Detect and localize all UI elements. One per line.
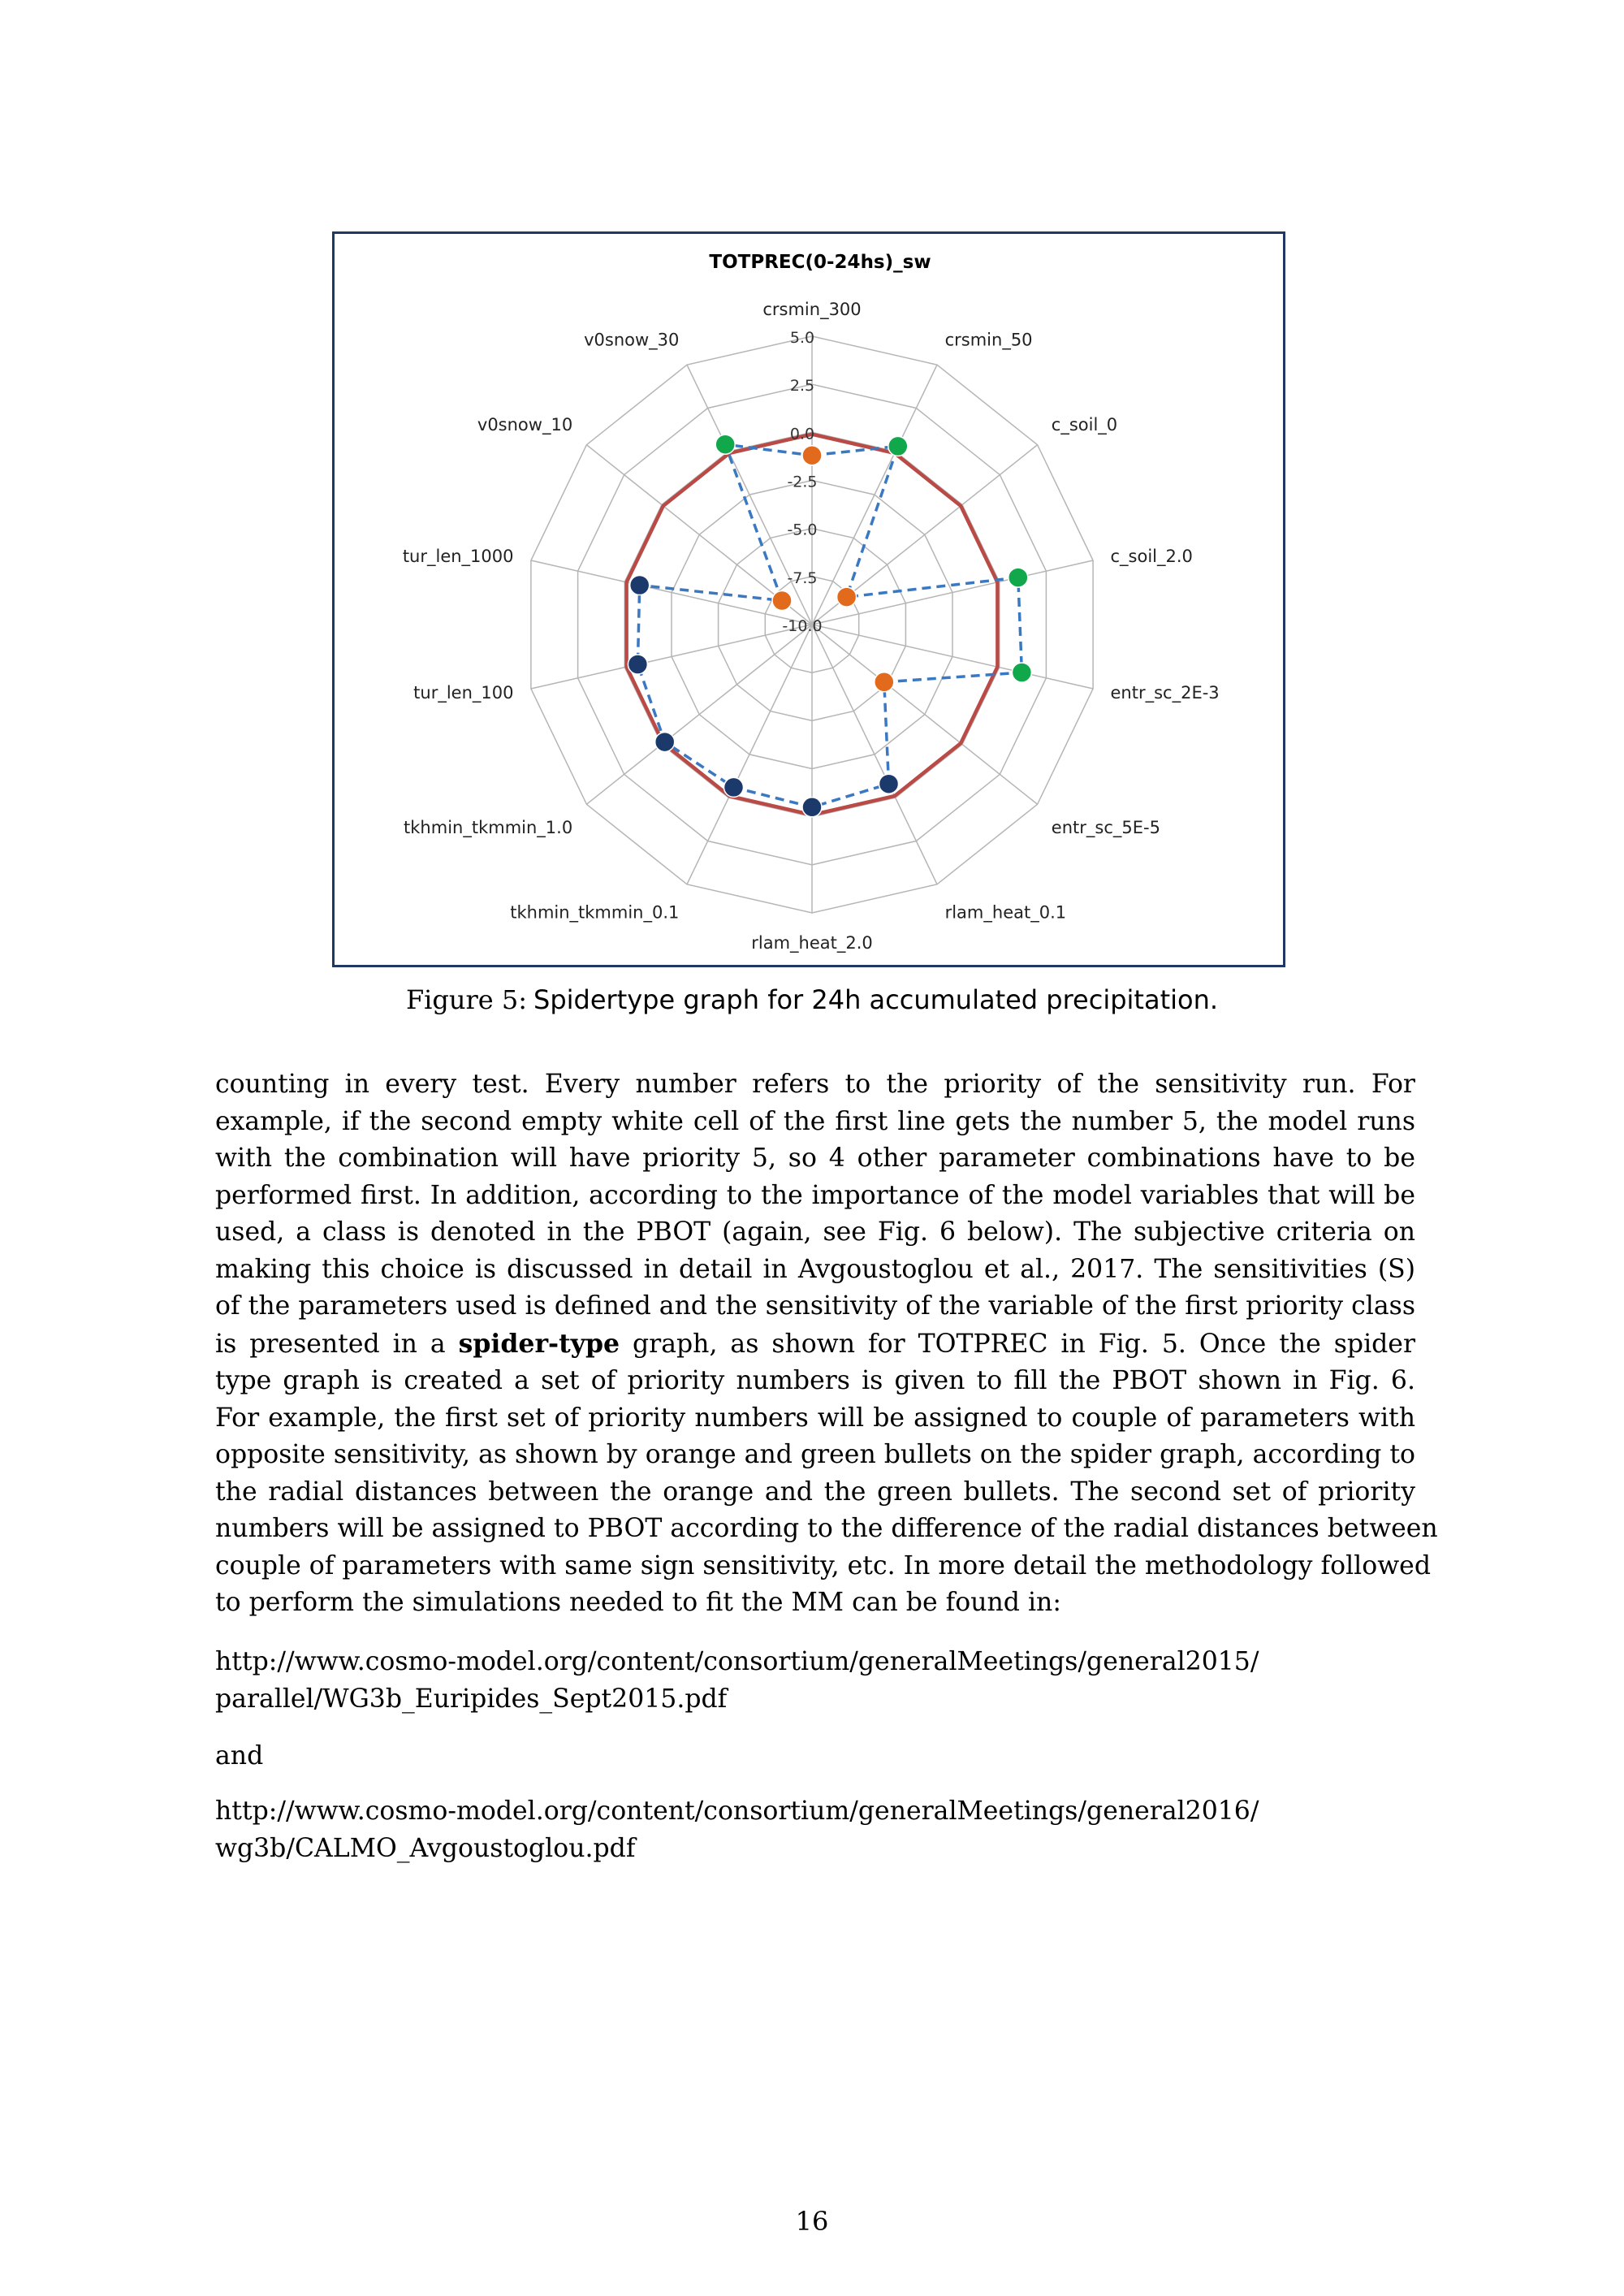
- axis-label: tkhmin_tkmmin_0.1: [510, 902, 680, 923]
- figure-frame: [332, 231, 1285, 967]
- url-line[interactable]: parallel/WG3b_Euripides_Sept2015.pdf: [215, 1684, 728, 1714]
- marker-orange: [772, 591, 792, 611]
- chart-markers: [628, 435, 1031, 817]
- grid-spoke: [687, 625, 812, 884]
- axis-label: entr_sc_5E-5: [1051, 818, 1160, 838]
- axis-label: crsmin_50: [944, 330, 1033, 350]
- paragraph-line: opposite sensitivity, as shown by orange and green bullets on the spider graph, according to: [215, 1440, 1415, 1469]
- url-line[interactable]: wg3b/CALMO_Avgoustoglou.pdf: [215, 1833, 636, 1863]
- paragraph-line: the radial distances between the orange and the green bullets. The second set of priority: [215, 1477, 1415, 1507]
- figure-caption: [0, 984, 1624, 1015]
- axis-label: tkhmin_tkmmin_1.0: [404, 818, 573, 838]
- axis-label: c_soil_0: [1051, 414, 1118, 435]
- radial-tick-label: -5.0: [787, 521, 818, 539]
- axis-label: tur_len_100: [413, 682, 514, 703]
- line-text: graph, as shown for TOTPREC in Fig. 5. Once the spider: [620, 1329, 1416, 1359]
- paragraph-line: making this choice is discussed in detail in Avgoustoglou et al., 2017. The sensitivities (S): [215, 1254, 1415, 1284]
- marker-navy: [655, 733, 675, 752]
- line-text: is presented in a: [215, 1329, 459, 1359]
- marker-navy: [628, 655, 647, 674]
- axis-label: rlam_heat_0.1: [944, 902, 1067, 923]
- marker-navy: [724, 777, 744, 797]
- marker-green: [715, 435, 735, 454]
- axis-label: c_soil_2.0: [1110, 547, 1193, 567]
- axis-label: v0snow_30: [584, 330, 680, 350]
- paragraph-line: [215, 1325, 1415, 1364]
- axis-label: entr_sc_2E-3: [1110, 682, 1220, 703]
- grid-spoke: [812, 625, 1038, 804]
- chart-title: TOTPREC(0-24hs)_sw: [709, 252, 931, 273]
- paragraph-line: of the parameters used is defined and the sensitivity of the variable of the first priority class: [215, 1291, 1415, 1321]
- bold-term: spider-type: [458, 1328, 620, 1359]
- paragraph-line: numbers will be assigned to PBOT according to the difference of the radial distances between: [215, 1514, 1438, 1543]
- marker-green: [1009, 568, 1028, 587]
- paragraph-line: to perform the simulations needed to fit the MM can be found in:: [215, 1588, 1061, 1617]
- link-url-2016[interactable]: [215, 1793, 1415, 1867]
- marker-navy: [630, 576, 650, 595]
- paragraph-line: performed first. In addition, according to the importance of the model variables that will be: [215, 1180, 1415, 1210]
- series-sensitivity: [637, 444, 1021, 807]
- marker-orange: [802, 446, 822, 465]
- caption-label: Figure 5:: [405, 984, 528, 1015]
- chart-radial-ticks: [782, 329, 822, 635]
- link-url-2015[interactable]: [215, 1644, 1415, 1718]
- body-paragraph: [215, 1066, 1438, 1622]
- axis-label: tur_len_1000: [402, 547, 514, 567]
- and-text: and: [215, 1741, 264, 1771]
- paragraph-line: with the combination will have priority 5, so 4 other parameter combinations have to be: [215, 1144, 1415, 1173]
- radial-tick-label: -2.5: [787, 473, 818, 491]
- paragraph-line: type graph is created a set of priority numbers is given to fill the PBOT shown in Fig. 6.: [215, 1366, 1415, 1395]
- url-line[interactable]: http://www.cosmo-model.org/content/consortium/generalMeetings/general2015/: [215, 1647, 1259, 1676]
- radial-tick-label: -7.5: [787, 569, 818, 587]
- paragraph-line: example, if the second empty white cell of the first line gets the number 5, the model runs: [215, 1106, 1415, 1136]
- spider-chart: [335, 234, 1283, 965]
- paragraph-line: For example, the first set of priority numbers will be assigned to couple of parameters with: [215, 1403, 1415, 1433]
- paragraph-line: used, a class is denoted in the PBOT (again, see Fig. 6 below). The subjective criteria on: [215, 1217, 1415, 1247]
- paragraph-line: couple of parameters with same sign sensitivity, etc. In more detail the methodology followed: [215, 1550, 1431, 1580]
- grid-spoke: [586, 625, 812, 804]
- page-number: 16: [795, 2206, 829, 2237]
- radial-tick-label: -10.0: [782, 617, 823, 635]
- marker-green: [888, 436, 908, 456]
- url-line[interactable]: http://www.cosmo-model.org/content/consortium/generalMeetings/general2016/: [215, 1797, 1259, 1826]
- radial-tick-label: 0.0: [789, 425, 815, 443]
- paragraph-line: counting in every test. Every number refers to the priority of the sensitivity run. For: [215, 1070, 1415, 1099]
- radial-tick-label: 2.5: [789, 377, 815, 396]
- axis-label: rlam_heat_2.0: [751, 933, 873, 953]
- axis-label: v0snow_10: [477, 414, 573, 435]
- axis-label: crsmin_300: [762, 300, 862, 319]
- grid-spoke: [812, 625, 937, 884]
- radial-tick-label: 5.0: [789, 329, 815, 347]
- marker-green: [1012, 663, 1031, 682]
- grid-spoke: [812, 365, 937, 625]
- marker-orange: [837, 587, 857, 607]
- marker-navy: [879, 774, 899, 793]
- marker-navy: [802, 798, 822, 817]
- marker-orange: [875, 672, 894, 692]
- caption-text: Spidertype graph for 24h accumulated precipitation.: [533, 984, 1219, 1015]
- chart-series: [627, 435, 1022, 815]
